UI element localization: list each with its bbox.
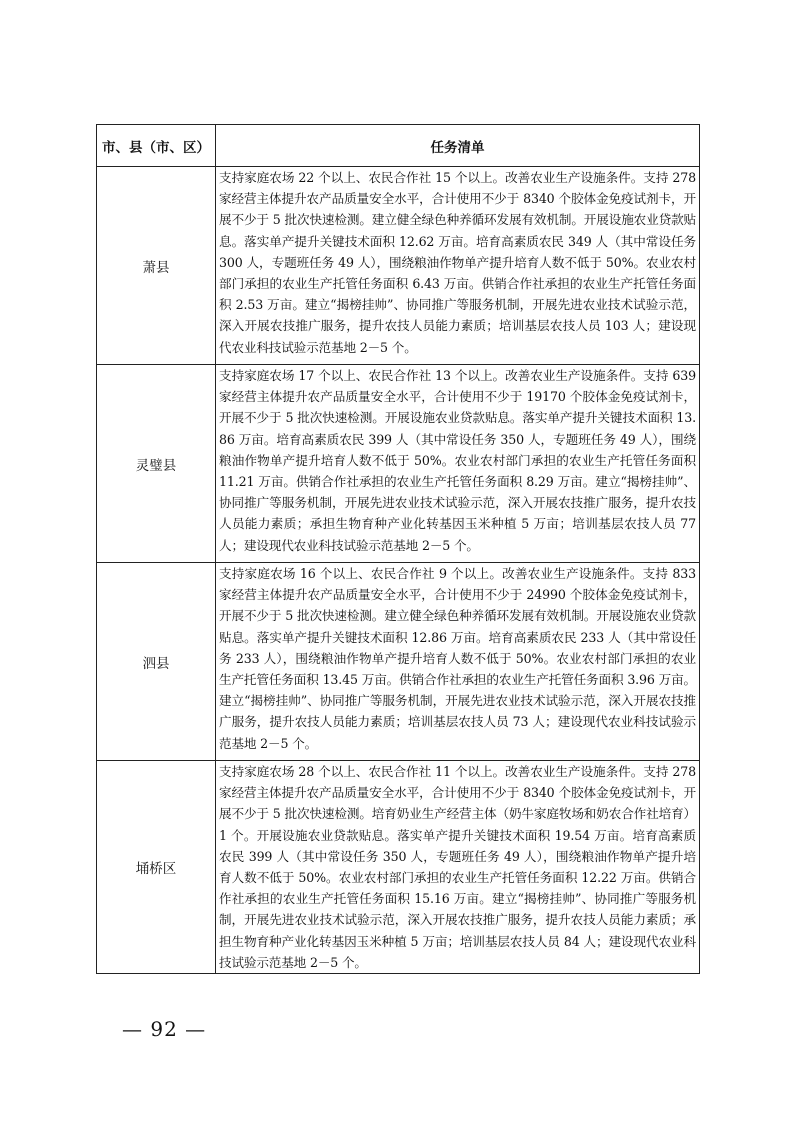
region-cell: 埇桥区 <box>97 761 216 974</box>
task-list-table <box>96 124 700 974</box>
task-cell: 支持家庭农场 16 个以上、农民合作社 9 个以上。改善农业生产设施条件。支持 833 家经营主体提升农产品质量安全水平，合计使用不少于 24990 个胶体金免疫试剂卡，开展不少于 5 批次快速检测。建立健全绿色种养循环发展有效机制。开展设施农业贷款贴息。落实单产提升关键技术面积 12.86 万亩。培育高素质农民 233 人（其中常设任务 233 人），围绕粮油作物单产提升培育人数不低于 50%。农业农村部门承担的农业生产托管任务面积 13.45 万亩。供销合作社承担的农业生产托管任务面积 3.96 万亩。建立“揭榜挂帅”、协同推广等服务机制，开展先进农业技术试验示范，深入开展农技推广服务，提升农技人员能力素质；培训基层农技人员 73 人；建设现代农业科技试验示范基地 2－5 个。 <box>216 563 700 761</box>
task-cell: 支持家庭农场 28 个以上、农民合作社 11 个以上。改善农业生产设施条件。支持 278 家经营主体提升农产品质量安全水平，合计使用不少于 8340 个胶体金免疫试剂卡，开展不少于 5 批次快速检测。培育奶业生产经营主体（奶牛家庭牧场和奶农合作社培育）1 个。开展设施农业贷款贴息。落实单产提升关键技术面积 19.54 万亩。培育高素质农民 399 人（其中常设任务 350 人，专题班任务 49 人），围绕粮油作物单产提升培育人数不低于 50%。农业农村部门承担的农业生产托管任务面积 12.22 万亩。供销合作社承担的农业生产托管任务面积 15.16 万亩。建立“揭榜挂帅”、协同推广等服务机制，开展先进农业技术试验示范，深入开展农技推广服务，提升农技人员能力素质；承担生物育种产业化转基因玉米种植 5 万亩；培训基层农技人员 84 人；建设现代农业科技试验示范基地 2－5 个。 <box>216 761 700 974</box>
tasks-column-header: 任务清单 <box>216 125 700 167</box>
region-cell: 萧县 <box>97 167 216 365</box>
table-row <box>97 167 700 365</box>
table-header-row <box>97 125 700 167</box>
task-cell: 支持家庭农场 22 个以上、农民合作社 15 个以上。改善农业生产设施条件。支持 278 家经营主体提升农产品质量安全水平，合计使用不少于 8340 个胶体金免疫试剂卡，开展不少于 5 批次快速检测。建立健全绿色种养循环发展有效机制。开展设施农业贷款贴息。落实单产提升关键技术面积 12.62 万亩。培育高素质农民 349 人（其中常设任务 300 人，专题班任务 49 人），围绕粮油作物单产提升培育人数不低于 50%。农业农村部门承担的农业生产托管任务面积 6.43 万亩。供销合作社承担的农业生产托管任务面积 2.53 万亩。建立“揭榜挂帅”、协同推广等服务机制，开展先进农业技术试验示范，深入开展农技推广服务，提升农技人员能力素质；培训基层农技人员 103 人；建设现代农业科技试验示范基地 2－5 个。 <box>216 167 700 365</box>
table-row <box>97 761 700 974</box>
task-cell: 支持家庭农场 17 个以上、农民合作社 13 个以上。改善农业生产设施条件。支持 639 家经营主体提升农产品质量安全水平，合计使用不少于 19170 个胶体金免疫试剂卡，开展不少于 5 批次快速检测。开展设施农业贷款贴息。落实单产提升关键技术面积 13.86 万亩。培育高素质农民 399 人（其中常设任务 350 人，专题班任务 49 人），围绕粮油作物单产提升培育人数不低于 50%。农业农村部门承担的农业生产托管任务面积 11.21 万亩。供销合作社承担的农业生产托管任务面积 8.29 万亩。建立“揭榜挂帅”、协同推广等服务机制，开展先进农业技术试验示范，深入开展农技推广服务，提升农技人员能力素质；承担生物育种产业化转基因玉米种植 5 万亩；培训基层农技人员 77 人；建设现代农业科技试验示范基地 2－5 个。 <box>216 365 700 563</box>
region-cell: 灵璧县 <box>97 365 216 563</box>
table-row <box>97 365 700 563</box>
page-number: — 92 — <box>122 1017 207 1041</box>
region-cell: 泗县 <box>97 563 216 761</box>
table-row <box>97 563 700 761</box>
region-column-header: 市、县（市、区） <box>97 125 216 167</box>
